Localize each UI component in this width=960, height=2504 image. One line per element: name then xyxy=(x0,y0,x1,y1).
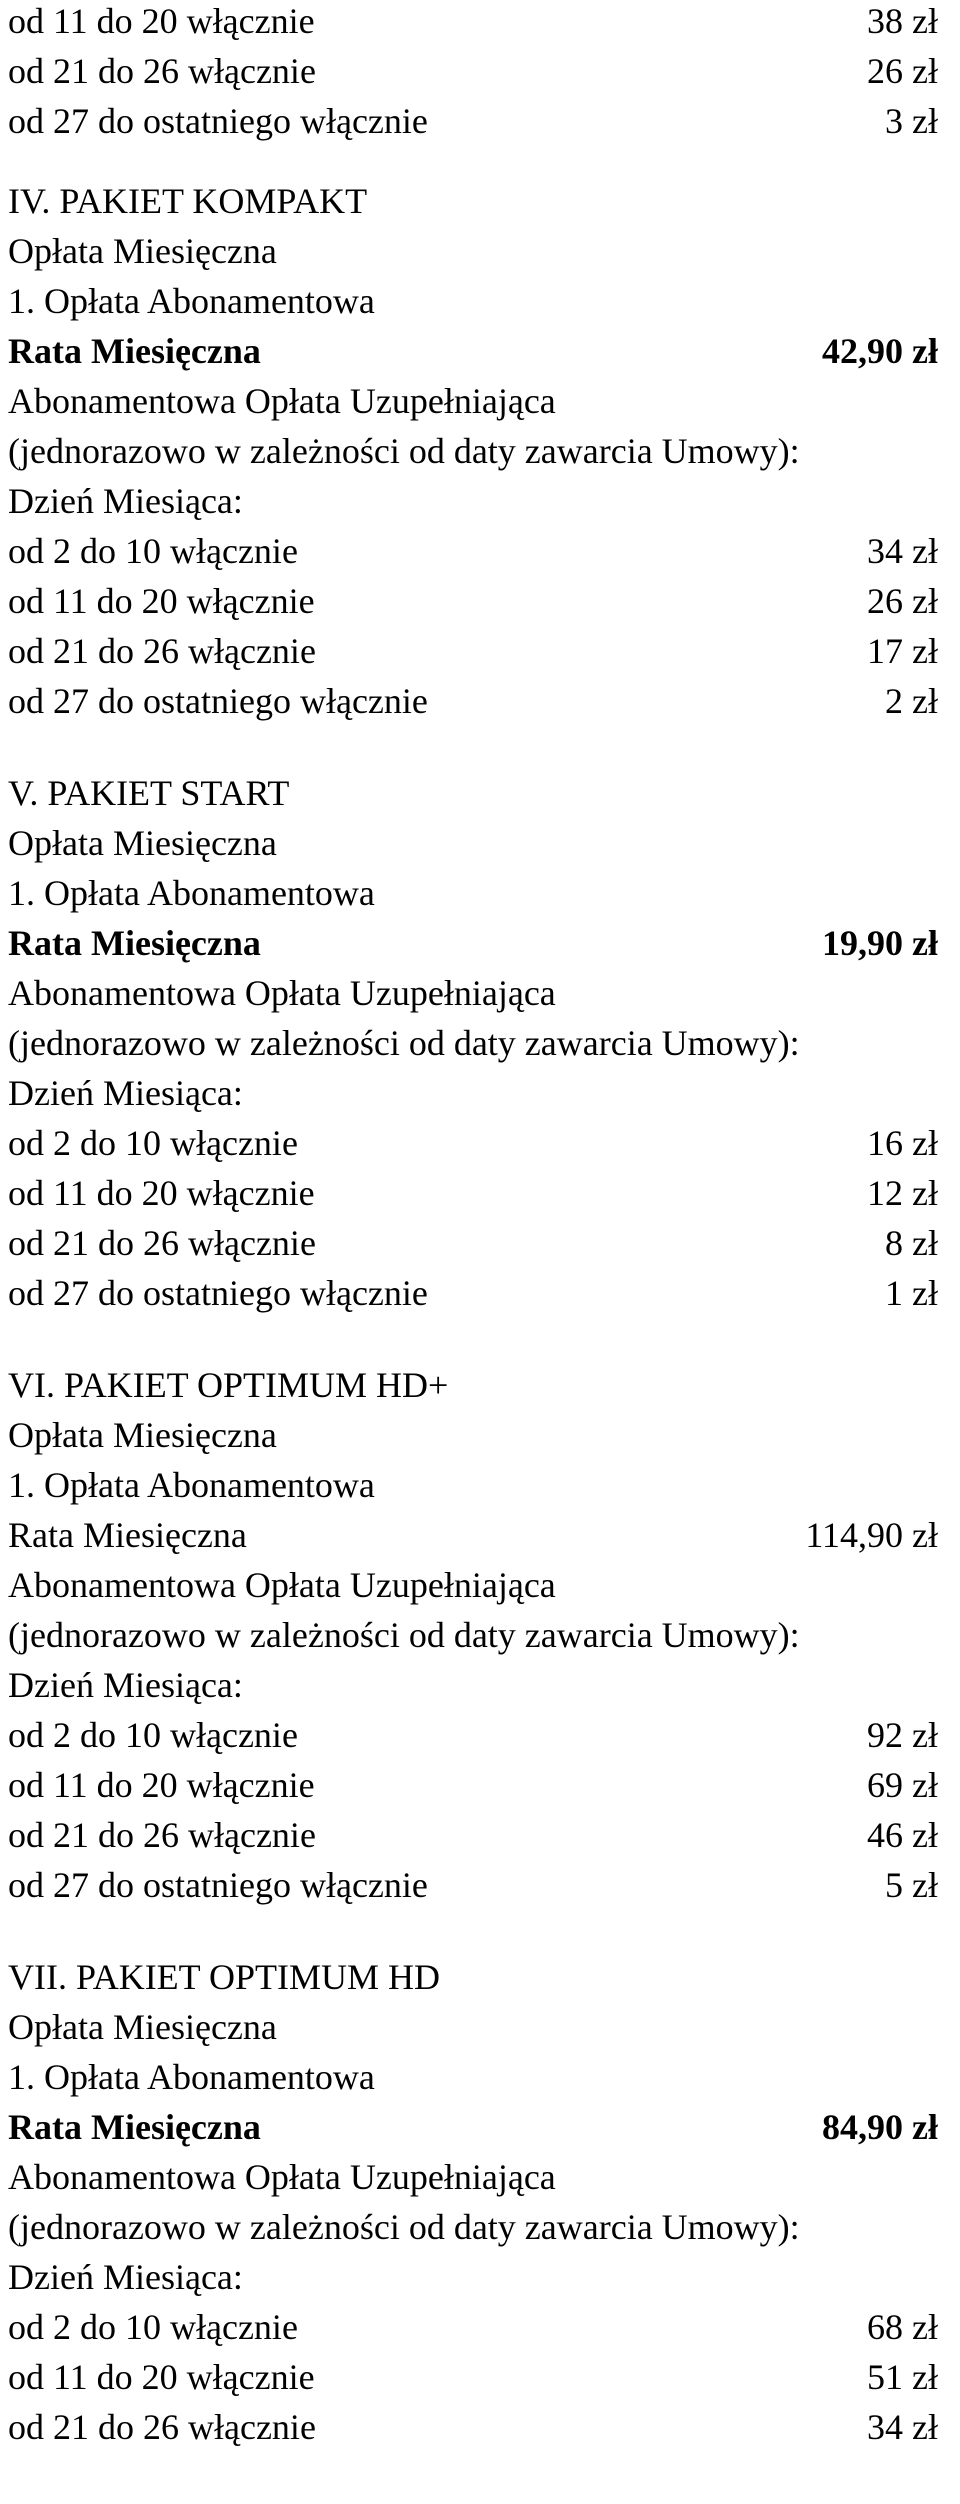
day-range-label: od 21 do 26 włącznie xyxy=(8,631,316,671)
monthly-rate-value: 84,90 zł xyxy=(822,2107,938,2147)
price-value: 26 zł xyxy=(867,51,938,91)
section-title: IV. PAKIET KOMPAKT xyxy=(8,181,368,221)
price-row xyxy=(8,1218,938,1268)
fee-heading: Opłata Miesięczna xyxy=(8,2007,277,2047)
monthly-rate-label: Rata Miesięczna xyxy=(8,2107,261,2147)
price-row xyxy=(8,2352,938,2402)
price-row xyxy=(8,676,938,726)
day-range-label: od 11 do 20 włącznie xyxy=(8,1,315,41)
day-range-label: od 2 do 10 włącznie xyxy=(8,1715,298,1755)
price-row xyxy=(8,576,938,626)
price-value: 46 zł xyxy=(867,1815,938,1855)
day-range-label: od 2 do 10 włącznie xyxy=(8,531,298,571)
price-value: 34 zł xyxy=(867,531,938,571)
price-row xyxy=(8,526,938,576)
section-title: VII. PAKIET OPTIMUM HD xyxy=(8,1957,441,1997)
supplementary-fee-heading: Abonamentowa Opłata Uzupełniająca xyxy=(8,973,556,1013)
price-row xyxy=(8,1268,938,1318)
monthly-rate-row xyxy=(8,1510,938,1560)
day-range-label: od 27 do ostatniego włącznie xyxy=(8,1273,428,1313)
monthly-rate-label: Rata Miesięczna xyxy=(8,1515,247,1555)
monthly-rate-value: 19,90 zł xyxy=(822,923,938,963)
day-of-month-heading: Dzień Miesiąca: xyxy=(8,1073,243,1113)
price-row xyxy=(8,2302,938,2352)
price-value: 2 zł xyxy=(885,681,938,721)
day-range-label: od 27 do ostatniego włącznie xyxy=(8,681,428,721)
supplementary-fee-note: (jednorazowo w zależności od daty zawarcia Umowy): xyxy=(8,2207,800,2247)
price-row xyxy=(8,0,938,46)
day-range-label: od 11 do 20 włącznie xyxy=(8,2357,315,2397)
price-value: 3 zł xyxy=(885,101,938,141)
package-section-optimum-hd-plus xyxy=(8,1360,938,1910)
price-row xyxy=(8,626,938,676)
supplementary-fee-note: (jednorazowo w zależności od daty zawarcia Umowy): xyxy=(8,1615,800,1655)
day-range-label: od 27 do ostatniego włącznie xyxy=(8,101,428,141)
day-range-label: od 11 do 20 włącznie xyxy=(8,581,315,621)
price-value: 1 zł xyxy=(885,1273,938,1313)
price-row xyxy=(8,1118,938,1168)
fee-item: 1. Opłata Abonamentowa xyxy=(8,2057,375,2097)
day-of-month-heading: Dzień Miesiąca: xyxy=(8,1665,243,1705)
price-value: 34 zł xyxy=(867,2407,938,2447)
price-row xyxy=(8,1860,938,1910)
price-value: 17 zł xyxy=(867,631,938,671)
price-row xyxy=(8,96,938,146)
fee-item: 1. Opłata Abonamentowa xyxy=(8,1465,375,1505)
monthly-rate-row xyxy=(8,326,938,376)
price-value: 5 zł xyxy=(885,1865,938,1905)
day-range-label: od 21 do 26 włącznie xyxy=(8,1815,316,1855)
monthly-rate-value: 114,90 zł xyxy=(805,1515,938,1555)
day-range-label: od 11 do 20 włącznie xyxy=(8,1173,315,1213)
day-range-label: od 21 do 26 włącznie xyxy=(8,51,316,91)
day-range-label: od 2 do 10 włącznie xyxy=(8,2307,298,2347)
package-section-start xyxy=(8,768,938,1318)
fee-item: 1. Opłata Abonamentowa xyxy=(8,873,375,913)
document-content xyxy=(8,0,938,2452)
price-row xyxy=(8,1810,938,1860)
day-of-month-heading: Dzień Miesiąca: xyxy=(8,2257,243,2297)
price-value: 12 zł xyxy=(867,1173,938,1213)
package-section-optimum-hd xyxy=(8,1952,938,2452)
price-row xyxy=(8,2402,938,2452)
price-row xyxy=(8,1710,938,1760)
day-of-month-heading: Dzień Miesiąca: xyxy=(8,481,243,521)
price-row xyxy=(8,46,938,96)
price-row xyxy=(8,1760,938,1810)
monthly-rate-label: Rata Miesięczna xyxy=(8,331,261,371)
day-range-label: od 21 do 26 włącznie xyxy=(8,1223,316,1263)
price-value: 51 zł xyxy=(867,2357,938,2397)
section-title: VI. PAKIET OPTIMUM HD+ xyxy=(8,1365,449,1405)
fee-heading: Opłata Miesięczna xyxy=(8,231,277,271)
price-value: 26 zł xyxy=(867,581,938,621)
supplementary-fee-note: (jednorazowo w zależności od daty zawarcia Umowy): xyxy=(8,431,800,471)
day-range-label: od 11 do 20 włącznie xyxy=(8,1765,315,1805)
fee-heading: Opłata Miesięczna xyxy=(8,823,277,863)
fee-item: 1. Opłata Abonamentowa xyxy=(8,281,375,321)
fee-heading: Opłata Miesięczna xyxy=(8,1415,277,1455)
monthly-rate-value: 42,90 zł xyxy=(822,331,938,371)
price-value: 68 zł xyxy=(867,2307,938,2347)
monthly-rate-row xyxy=(8,2102,938,2152)
price-value: 69 zł xyxy=(867,1765,938,1805)
section-title: V. PAKIET START xyxy=(8,773,290,813)
day-range-label: od 21 do 26 włącznie xyxy=(8,2407,316,2447)
supplementary-fee-heading: Abonamentowa Opłata Uzupełniająca xyxy=(8,1565,556,1605)
supplementary-fee-heading: Abonamentowa Opłata Uzupełniająca xyxy=(8,381,556,421)
price-value: 8 zł xyxy=(885,1223,938,1263)
price-value: 16 zł xyxy=(867,1123,938,1163)
supplementary-fee-note: (jednorazowo w zależności od daty zawarcia Umowy): xyxy=(8,1023,800,1063)
day-range-label: od 2 do 10 włącznie xyxy=(8,1123,298,1163)
supplementary-fee-heading: Abonamentowa Opłata Uzupełniająca xyxy=(8,2157,556,2197)
monthly-rate-label: Rata Miesięczna xyxy=(8,923,261,963)
day-range-label: od 27 do ostatniego włącznie xyxy=(8,1865,428,1905)
package-section-kompakt xyxy=(8,176,938,726)
price-value: 92 zł xyxy=(867,1715,938,1755)
monthly-rate-row xyxy=(8,918,938,968)
price-row xyxy=(8,1168,938,1218)
price-value: 38 zł xyxy=(867,1,938,41)
